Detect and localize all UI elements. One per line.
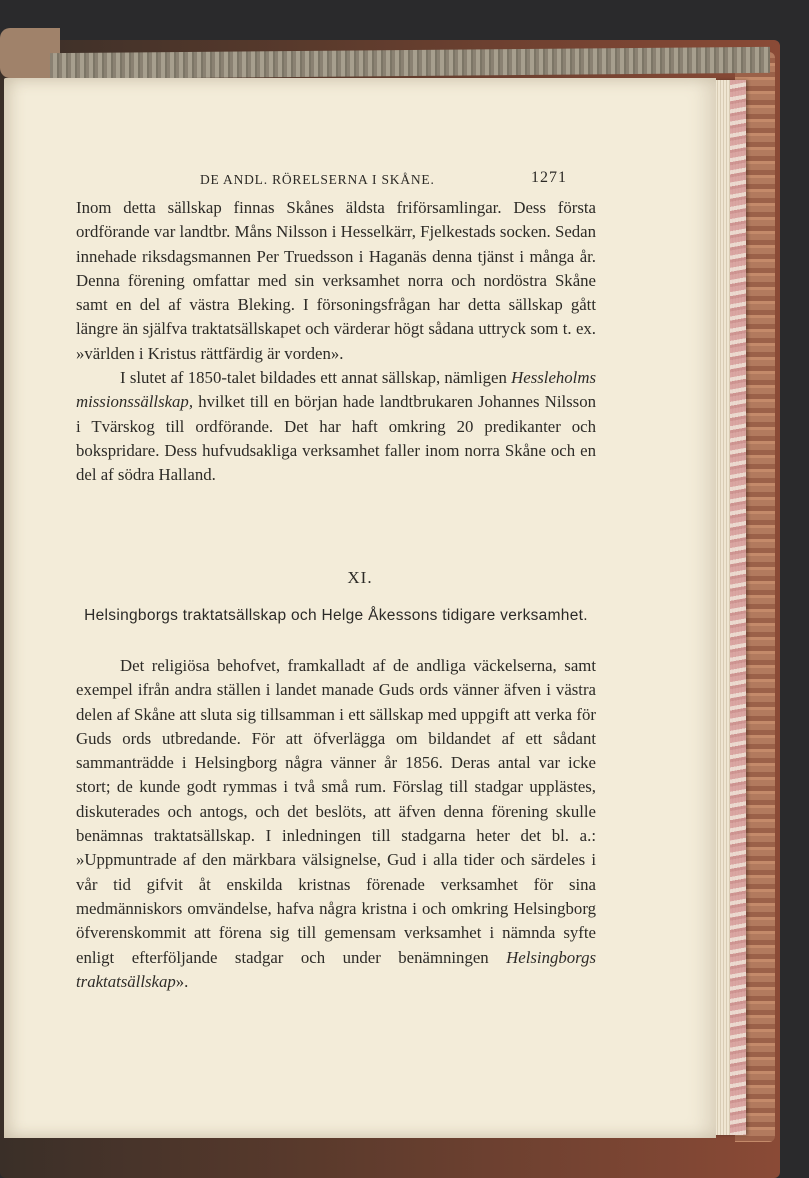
- paragraph: Inom detta sällskap finnas Skånes äldsta friförsamlingar. Dess första ordförande var landtbr. Måns Nilsson i Hesselkärr, Fjelkestads socken. Sedan innehade riksdagsmannen Per Truedsson i Haganäs denna tjänst i många år. Denna förening omfattar med sin verksamhet norra och nordöstra Skåne samt en del af västra Bleking. I försoningsfrågan har detta sällskap gått längre än själfva traktatsällskapet och värderar högt sådana uttryck som t. ex. »världen i Kristus rättfärdig är vorden».: [76, 198, 596, 363]
- text-block-lower: [76, 654, 596, 994]
- page-number: 1271: [531, 169, 567, 186]
- text-run: hvilket till en början hade landtbrukaren Johannes Nilsson i Tvärskog till ordförande. Det har haft omkring 20 predikanter och bokspridare. Dess hufvudsakliga verksamhet faller inom norra Skåne och en del af södra Halland.: [76, 392, 596, 485]
- paragraph: [76, 654, 596, 994]
- running-title: DE ANDL. RÖRELSERNA I SKÅNE.: [200, 172, 435, 187]
- marbled-edge: [730, 80, 746, 1135]
- page-header: [4, 169, 716, 196]
- paragraph: [76, 366, 596, 487]
- section-heading: Helsingborgs traktatsällskap och Helge Åkessons tidigare verksamhet.: [84, 607, 588, 624]
- text-block-upper: [76, 196, 596, 488]
- section-number: XI.: [347, 568, 373, 587]
- book-page: [4, 78, 716, 1138]
- italic-text-run: Helsingborgs traktatsällskap: [76, 947, 596, 991]
- text-run: I slutet af 1850-talet bildades ett annat sällskap, nämligen: [120, 368, 512, 388]
- italic-text-run: Hessleholms missionssällskap,: [76, 368, 596, 412]
- text-run: ».: [175, 971, 189, 991]
- text-run: Det religiösa behofvet, framkalladt af de andliga väckelserna, samt exempel ifrån andra ställen i landet manade Guds ords vänner äfven i västra delen af Skåne att sluta sig tillsamman i ett sällskap med uppgift att verka för Guds ords utbredande. För att öfverlägga om bildandet af ett sådant sammanträdde i Helsingborg några vänner år 1856. Deras antal var icke stort; de kunde godt rymmas i två små rum. Förslag till stadgar upplästes, diskuterades och antogs, och det beslöts, att äfven denna förening skulle benämnas traktatsällskap. I inledningen till stadgarna heter det bl. a.: »Uppmuntrade af den märkbara välsignelse, Gud i alla tider och särdeles i vår tid gifvit åt enskilda kristnas förenade verksamhet för sina medmänniskors omvändelse, hafva några kristna i och omkring Helsingborg öfverenskommit att förena sig till gemensam verksamhet i nämnda syfte enligt efterföljande stadgar och under benämningen: [76, 656, 596, 967]
